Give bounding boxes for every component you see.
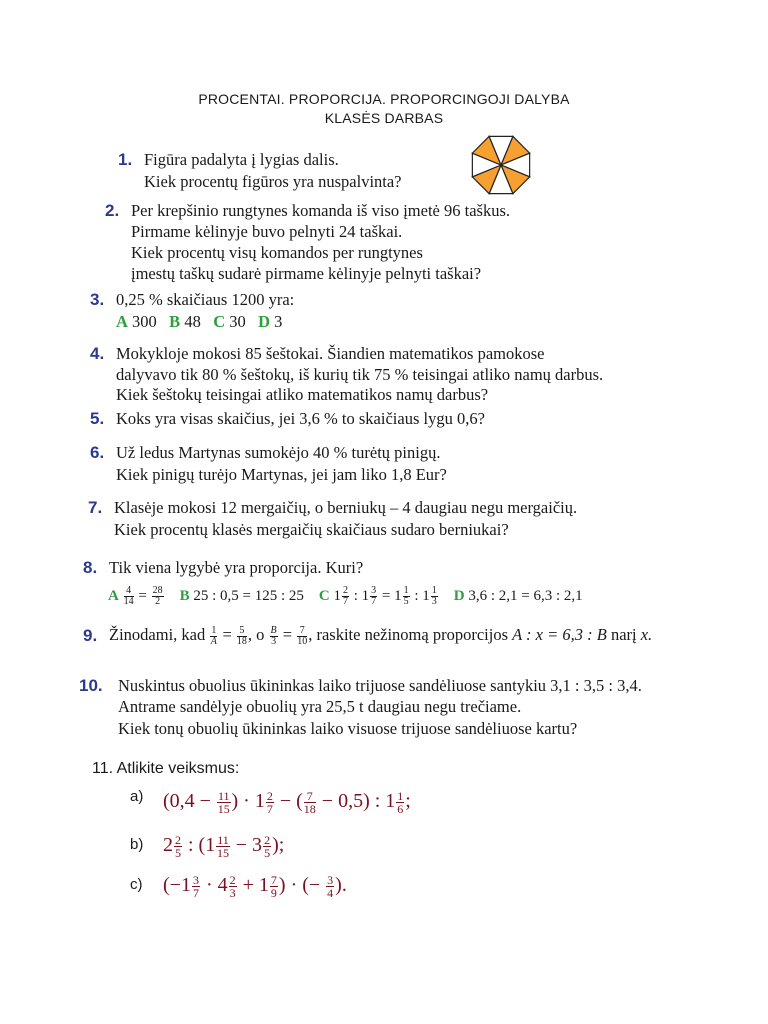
expression-a: (0,4 − $\frac{11}{15}$ ) · 1 $\frac{2}{7}$ − ( $\frac{7}{18}$ − 0,5) : 1 $\frac{1}{6}$ ; bbox=[163, 788, 411, 816]
option-b-letter: B bbox=[169, 312, 181, 331]
fraction: $\frac{28}{2}$ bbox=[152, 585, 163, 608]
problem-5-number: 5. bbox=[90, 409, 105, 428]
problem-10-line-2: Antrame sandėlyje obuolių yra 25,5 t daugiau negu trečiame. bbox=[118, 697, 522, 716]
problem-6-line-2: Kiek pinigų turėjo Martynas, jei jam liko 1,8 Eur? bbox=[116, 465, 447, 484]
problem-3-number: 3. bbox=[90, 290, 105, 309]
option-d-letter: D bbox=[453, 588, 465, 604]
option-b-letter: B bbox=[179, 588, 190, 604]
problem-8-number: 8. bbox=[83, 558, 98, 577]
option-a-letter: A bbox=[116, 312, 128, 331]
problem-11-title: 11. Atlikite veiksmus: bbox=[92, 760, 240, 777]
problem-4-number: 4. bbox=[90, 344, 105, 363]
page-subtitle: KLASĖS DARBAS bbox=[324, 110, 444, 126]
part-a-label: a) bbox=[130, 788, 144, 805]
problem-2-line-1: Per krepšinio rungtynes komanda iš viso įmetė 96 taškus. bbox=[131, 201, 510, 220]
option-c-value: 30 bbox=[229, 312, 246, 331]
problem-1-number: 1. bbox=[118, 150, 133, 169]
problem-8-options bbox=[108, 583, 583, 609]
problem-4-line-3: Kiek šeštokų teisingai atliko matematikos namų darbus? bbox=[116, 385, 489, 404]
part-b-label: b) bbox=[130, 836, 144, 853]
option-a-letter: A bbox=[108, 588, 119, 604]
expression-c: (−1 $\frac{3}{7}$ · 4 $\frac{2}{3}$ + 1 $\frac{7}{9}$ ) · (− $\frac{3}{4}$ ). bbox=[163, 872, 347, 900]
problem-2-number: 2. bbox=[105, 201, 120, 220]
problem-6-line-1: Už ledus Martynas sumokėjo 40 % turėtų pinigų. bbox=[116, 443, 441, 462]
option-c-value: 1 $\frac{2}{7}$ : 1 $\frac{3}{7}$ = 1 $\frac{1}{5}$ : 1 $\frac{1}{3}$ bbox=[333, 585, 437, 608]
problem-8-line: Tik viena lygybė yra proporcija. Kuri? bbox=[109, 558, 364, 577]
option-b-value: 25 : 0,5 = 125 : 25 bbox=[193, 588, 304, 604]
fraction: $\frac{4}{14}$ bbox=[123, 585, 134, 608]
problem-9-number: 9. bbox=[83, 626, 98, 645]
problem-9-line: Žinodami, kad $\frac{1}{A}$ = $\frac{5}{18}$ , o $\frac{B}{3}$ = $\frac{7}{10}$ , raskite nežinomą proporcijos A : x = 6,3 : B narį x. bbox=[109, 624, 653, 647]
part-c-label: c) bbox=[130, 876, 143, 893]
problem-10-line-3: Kiek tonų obuolių ūkininkas laiko visuose trijuose sandėliuose kartu? bbox=[118, 719, 578, 738]
problem-2-line-2: Pirmame kėlinyje buvo pelnyti 24 taškai. bbox=[131, 222, 403, 241]
option-a-value: 300 bbox=[132, 312, 157, 331]
problem-7-line-1: Klasėje mokosi 12 mergaičių, o berniukų – 4 daugiau negu mergaičių. bbox=[114, 498, 578, 517]
problem-10-line-1: Nuskintus obuolius ūkininkas laiko trijuose sandėliuose santykiu 3,1 : 3,5 : 3,4. bbox=[118, 676, 642, 695]
problem-7-number: 7. bbox=[88, 498, 103, 517]
problem-7-line-2: Kiek procentų klasės mergaičių skaičiaus sudaro berniukai? bbox=[114, 520, 509, 539]
problem-5-line: Koks yra visas skaičius, jei 3,6 % to skaičiaus lygu 0,6? bbox=[116, 409, 485, 428]
problem-10-number: 10. bbox=[79, 676, 103, 695]
page-title: PROCENTAI. PROPORCIJA. PROPORCINGOJI DALYBA bbox=[198, 91, 570, 107]
problem-6-number: 6. bbox=[90, 443, 105, 462]
problem-3-line: 0,25 % skaičiaus 1200 yra: bbox=[116, 290, 295, 309]
problem-4-line-2: dalyvavo tik 80 % šeštokų, iš kurių tik 75 % teisingai atliko namų darbus. bbox=[116, 365, 604, 384]
option-d-value: 3 bbox=[274, 312, 283, 331]
problem-1-line-1: Figūra padalyta į lygias dalis. bbox=[144, 150, 339, 169]
equals-sign: = bbox=[138, 588, 147, 604]
option-c-letter: C bbox=[213, 312, 226, 331]
shaded-octagon-figure bbox=[468, 132, 534, 198]
option-b-value: 48 bbox=[184, 312, 201, 331]
problem-1-line-2: Kiek procentų figūros yra nuspalvinta? bbox=[144, 172, 402, 191]
option-d-letter: D bbox=[258, 312, 271, 331]
option-c-letter: C bbox=[318, 588, 330, 604]
problem-2-line-3: Kiek procentų visų komandos per rungtynes bbox=[131, 243, 423, 262]
expression-b: 2 $\frac{2}{5}$ : (1 $\frac{11}{15}$ − 3 $\frac{2}{5}$ ); bbox=[163, 832, 285, 860]
problem-4-line-1: Mokykloje mokosi 85 šeštokai. Šiandien matematikos pamokose bbox=[116, 344, 545, 363]
problem-2-line-4: įmestų taškų sudarė pirmame kėlinyje pelnyti taškai? bbox=[131, 264, 482, 283]
problem-3-options bbox=[116, 312, 282, 332]
option-d-value: 3,6 : 2,1 = 6,3 : 2,1 bbox=[468, 588, 583, 604]
